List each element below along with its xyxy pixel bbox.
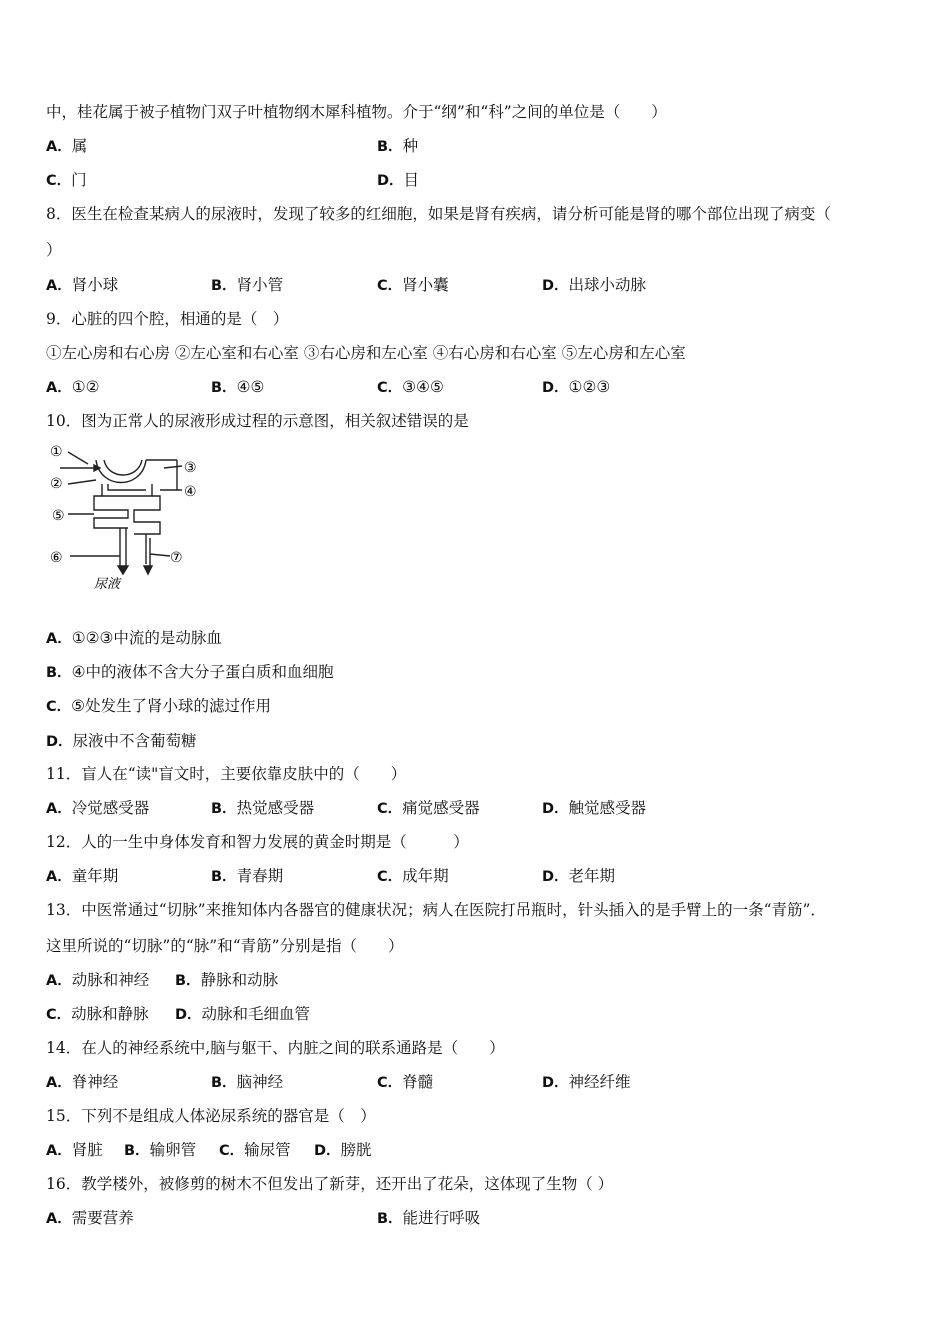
q9-option-a[interactable] [46, 377, 100, 398]
q10-option-b[interactable] [46, 662, 333, 683]
option-text: 输卵管 [149, 1141, 197, 1159]
option-text: 膀胱 [340, 1141, 372, 1159]
option-label: A． [46, 631, 72, 647]
option-label: D． [542, 869, 569, 885]
option-label: B． [211, 869, 237, 885]
option-label: A． [46, 139, 72, 155]
option-label: B． [211, 380, 237, 396]
q10-option-c[interactable] [46, 696, 271, 717]
option-text: 童年期 [71, 867, 119, 885]
q10-option-a[interactable] [46, 628, 222, 649]
option-label: B． [46, 665, 72, 681]
nephron-diagram [42, 438, 222, 598]
option-label: B． [211, 801, 237, 817]
q7-option-d[interactable] [377, 170, 419, 191]
option-text: 动脉和毛细血管 [201, 1005, 311, 1023]
option-label: C． [377, 801, 403, 817]
option-text: 输尿管 [244, 1141, 291, 1159]
q11-stem: 11．盲人在“读"盲文时，主要依靠皮肤中的（ ） [46, 765, 407, 783]
option-text: 尿液中不含葡萄糖 [72, 732, 197, 750]
option-text: 能进行呼吸 [402, 1209, 481, 1227]
option-text: 动脉和静脉 [71, 1005, 149, 1023]
option-label: C． [46, 699, 72, 715]
option-label: A． [46, 278, 72, 294]
option-text: 热觉感受器 [236, 799, 315, 817]
option-label: D． [377, 173, 404, 189]
option-label: C． [377, 380, 403, 396]
q8-option-d[interactable] [542, 275, 646, 296]
option-text: 种 [402, 137, 419, 155]
option-label: A． [46, 1211, 72, 1227]
option-text: 痛觉感受器 [402, 799, 480, 817]
marker-3: ③ [184, 460, 197, 476]
q9-option-c[interactable] [377, 377, 444, 398]
option-text: 脊神经 [71, 1073, 119, 1091]
option-text: 脑神经 [236, 1073, 284, 1091]
option-text: 脊髓 [402, 1073, 434, 1091]
option-text: 属 [71, 137, 88, 155]
option-label: C． [377, 869, 403, 885]
q11-option-a[interactable] [46, 798, 149, 819]
q9-option-d[interactable] [542, 377, 610, 398]
q8-option-c[interactable] [377, 275, 449, 296]
q8-option-b[interactable] [211, 275, 283, 296]
marker-4: ④ [184, 484, 197, 500]
q7-option-c[interactable] [46, 170, 87, 191]
figure-caption: 尿液 [94, 577, 121, 592]
option-text: 动脉和神经 [71, 971, 150, 989]
q12-option-b[interactable] [211, 866, 283, 887]
q15-option-b[interactable] [124, 1140, 196, 1161]
option-label: D． [46, 734, 73, 750]
q14-option-b[interactable] [211, 1072, 283, 1093]
option-text: 肾小管 [236, 276, 284, 294]
option-label: C． [219, 1143, 245, 1159]
q15-option-a[interactable] [46, 1140, 103, 1161]
option-label: B． [124, 1143, 150, 1159]
q8-stem-line2: ） [46, 241, 62, 259]
q15-option-d[interactable] [314, 1140, 372, 1161]
q14-stem: 14．在人的神经系统中,脑与躯干、内脏之间的联系通路是（ ） [46, 1039, 505, 1057]
q13-option-a[interactable] [46, 970, 149, 991]
option-text: 冷觉感受器 [71, 799, 150, 817]
option-label: D． [175, 1007, 202, 1023]
option-label: A． [46, 380, 72, 396]
option-label: D． [314, 1143, 341, 1159]
q8-option-a[interactable] [46, 275, 118, 296]
option-text: 老年期 [568, 867, 616, 885]
option-label: D． [542, 380, 569, 396]
option-label: A． [46, 1143, 72, 1159]
marker-6: ⑥ [50, 550, 63, 566]
option-label: A． [46, 869, 72, 885]
marker-5: ⑤ [52, 508, 65, 524]
option-text: 成年期 [402, 867, 449, 885]
option-label: C． [46, 1007, 72, 1023]
option-text: ①② [71, 378, 100, 396]
option-text: 目 [403, 171, 420, 189]
option-text: 肾小囊 [402, 276, 449, 294]
q12-option-c[interactable] [377, 866, 449, 887]
q12-option-a[interactable] [46, 866, 118, 887]
option-label: C． [377, 1075, 403, 1091]
option-label: B． [377, 1211, 403, 1227]
q13-option-b[interactable] [175, 970, 278, 991]
q14-option-c[interactable] [377, 1072, 433, 1093]
option-label: A． [46, 1075, 72, 1091]
q16-stem: 16．教学楼外，被修剪的树木不但发出了新芽，还开出了花朵，这体现了生物（ ） [46, 1175, 614, 1193]
option-text: ③④⑤ [402, 378, 444, 396]
option-text: ①②③中流的是动脉血 [71, 629, 222, 647]
option-label: C． [46, 173, 72, 189]
q11-option-c[interactable] [377, 798, 480, 819]
option-text: 需要营养 [71, 1209, 134, 1227]
q9-option-b[interactable] [211, 377, 264, 398]
option-label: A． [46, 973, 72, 989]
q7-stem: 中，桂花属于被子植物门双子叶植物纲木犀科植物。介于“纲”和“科”之间的单位是（ ） [46, 103, 667, 121]
option-text: ④中的液体不含大分子蛋白质和血细胞 [71, 663, 334, 681]
option-text: 出球小动脉 [568, 276, 647, 294]
option-text: 门 [71, 171, 87, 189]
option-label: B． [211, 1075, 237, 1091]
q14-option-a[interactable] [46, 1072, 118, 1093]
option-label: B． [211, 278, 237, 294]
option-label: B． [377, 139, 403, 155]
q16-option-b[interactable] [377, 1208, 480, 1229]
q15-stem: 15．下列不是组成人体泌尿系统的器官是（ ） [46, 1107, 376, 1125]
q12-stem: 12．人的一生中身体发育和智力发展的黄金时期是（ ） [46, 833, 469, 851]
q15-option-c[interactable] [219, 1140, 291, 1161]
q16-option-a[interactable] [46, 1208, 134, 1229]
option-text: 触觉感受器 [568, 799, 647, 817]
option-text: 肾脏 [71, 1141, 103, 1159]
q7-option-a[interactable] [46, 136, 87, 157]
q11-option-d[interactable] [542, 798, 646, 819]
option-text: 神经纤维 [568, 1073, 631, 1091]
q13-stem-line2: 这里所说的“切脉”的“脉”和“青筋”分别是指（ ） [46, 937, 404, 955]
option-label: D． [542, 1075, 569, 1091]
option-label: B． [175, 973, 201, 989]
option-text: ④⑤ [236, 378, 265, 396]
q13-stem-line1: 13．中医常通过“切脉”来推知体内各器官的健康状况；病人在医院打吊瓶时，针头插入的是手臂上的一条“青筋”． [46, 901, 826, 919]
q7-option-b[interactable] [377, 136, 418, 157]
q11-option-b[interactable] [211, 798, 314, 819]
marker-1: ① [50, 444, 63, 460]
option-label: C． [377, 278, 403, 294]
marker-2: ② [50, 476, 63, 492]
q9-items: ①左心房和右心房 ②左心室和右心室 ③右心房和左心室 ④右心房和右心室 ⑤左心房和左心室 [46, 344, 686, 362]
option-text: 静脉和动脉 [200, 971, 279, 989]
option-label: D． [542, 801, 569, 817]
option-label: D． [542, 278, 569, 294]
q10-option-d[interactable] [46, 731, 197, 752]
q14-option-d[interactable] [542, 1072, 631, 1093]
option-text: 肾小球 [71, 276, 119, 294]
q8-stem-line1: 8．医生在检查某病人的尿液时，发现了较多的红细胞，如果是肾有疾病，请分析可能是肾的哪个部位出现了病变（ [46, 205, 831, 223]
q9-stem: 9．心脏的四个腔，相通的是（ ） [46, 310, 289, 328]
q13-option-c[interactable] [46, 1004, 149, 1025]
marker-7: ⑦ [170, 550, 183, 566]
option-text: ①②③ [568, 378, 611, 396]
q12-option-d[interactable] [542, 866, 615, 887]
option-text: 青春期 [236, 867, 284, 885]
option-text: ⑤处发生了肾小球的滤过作用 [71, 697, 272, 715]
q10-stem: 10．图为正常人的尿液形成过程的示意图，相关叙述错误的是 [46, 412, 469, 430]
q13-option-d[interactable] [175, 1004, 310, 1025]
option-label: A． [46, 801, 72, 817]
